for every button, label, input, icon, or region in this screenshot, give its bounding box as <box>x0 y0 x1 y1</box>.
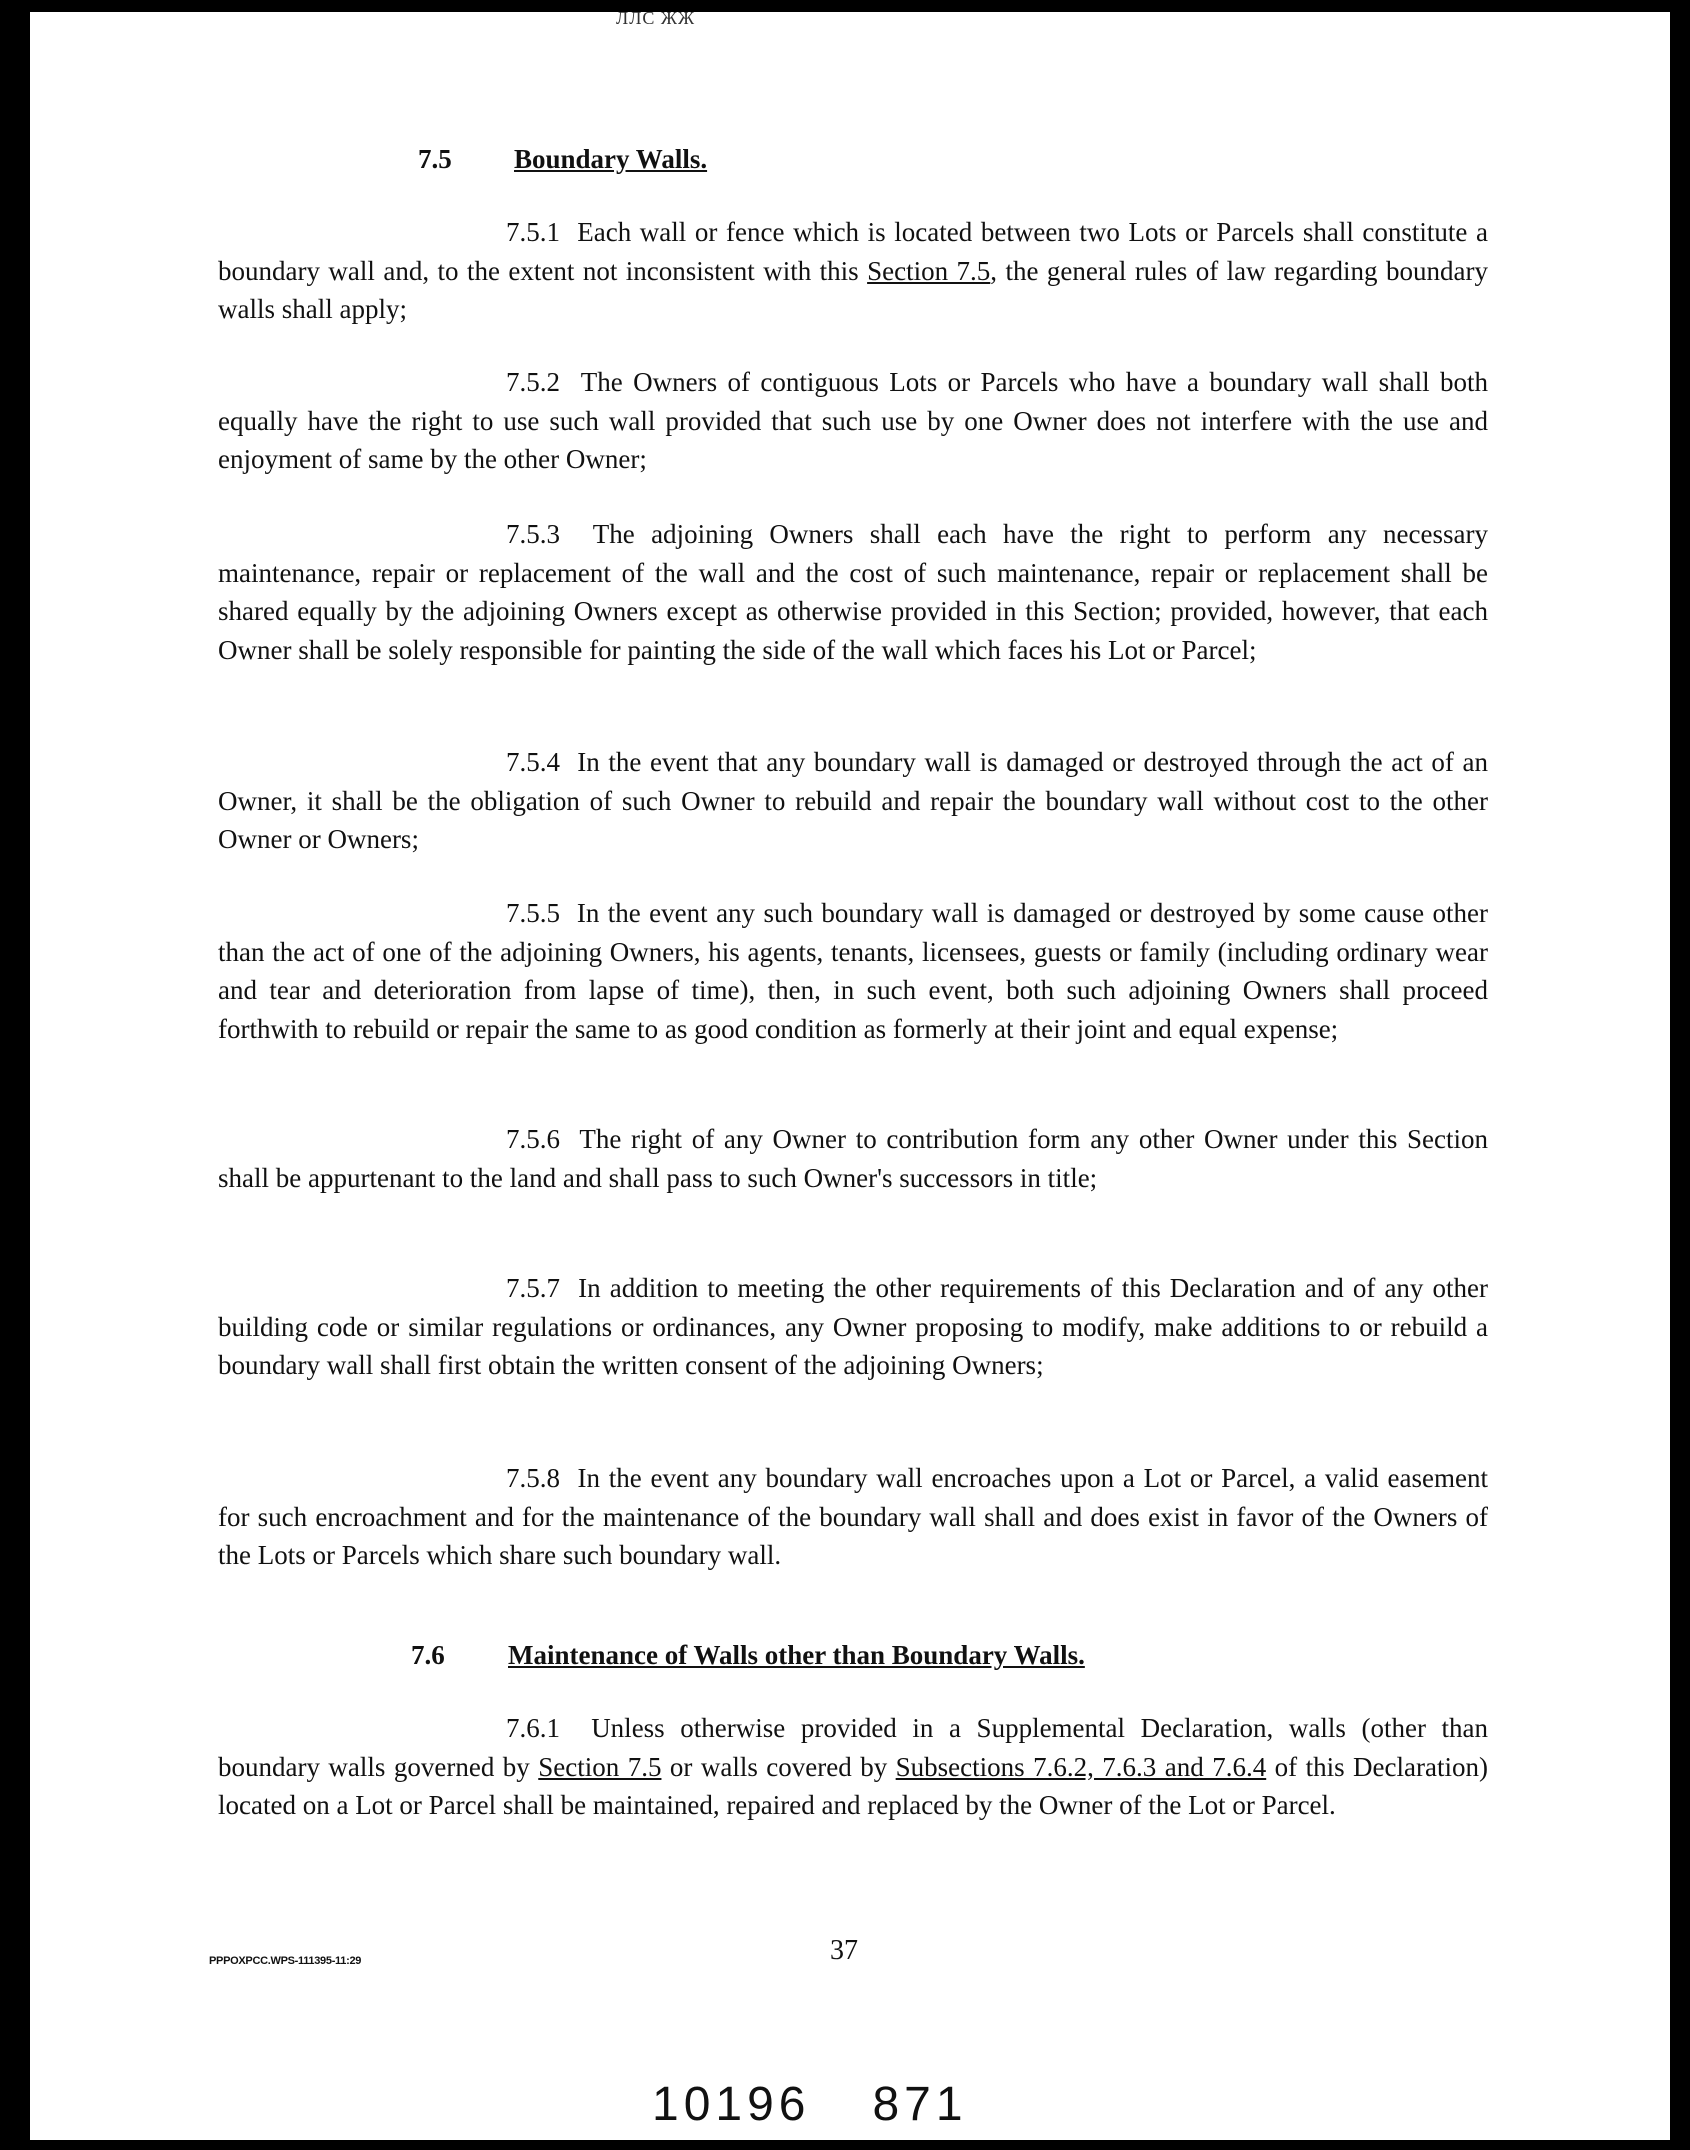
paragraph-7-5-4 <box>218 743 1488 859</box>
document-page <box>30 12 1670 2140</box>
paragraph-7-5-8 <box>218 1459 1488 1575</box>
page-number: 37 <box>830 1935 858 1966</box>
recording-stamp <box>652 2077 968 2132</box>
paragraph-number: 7.5.8 <box>506 1463 560 1493</box>
stamp-page-number: 871 <box>872 2078 968 2131</box>
paragraph-text: The adjoining Owners shall each have the right to perform any necessary maintenance, repair or replacement of the wall and the cost of such maintenance, repair or replacement shall be shared equally by the adjoining Owners except as otherwise provided in this Section; provided, however, that each Owner shall be solely responsible for painting the side of the wall which faces his Lot or Parcel; <box>218 519 1488 665</box>
paragraph-7-5-3 <box>218 515 1488 669</box>
paragraph-text: In the event that any boundary wall is damaged or destroyed through the act of an Owner, it shall be the obligation of such Owner to rebuild and repair the boundary wall without cost to the other Owner or Owners; <box>218 747 1489 854</box>
paragraph-text: Each wall or fence which is located between two Lots or Parcels shall constitute a boundary wall and, to the extent not inconsistent with this <box>218 217 1489 286</box>
paragraph-number: 7.6.1 <box>506 1713 560 1743</box>
paragraph-7-5-5 <box>218 894 1488 1048</box>
paragraph-text: In addition to meeting the other requirements of this Declaration and of any other building code or similar regulations or ordinances, any Owner proposing to modify, make additions to or rebuild a boundary wall shall first obtain the written consent of the adjoining Owners; <box>218 1273 1488 1380</box>
section-title: Maintenance of Walls other than Boundary Walls. <box>508 1640 1085 1670</box>
paragraph-number: 7.5.3 <box>506 519 560 549</box>
paragraph-7-5-6 <box>218 1120 1488 1197</box>
paragraph-text: In the event any boundary wall encroaches upon a Lot or Parcel, a valid easement for such encroachment and for the maintenance of the boundary wall shall and does exist in favor of the Owners of the Lots or Parcels which share such boundary wall. <box>218 1463 1489 1570</box>
paragraph-7-5-1 <box>218 213 1488 329</box>
paragraph-7-6-1 <box>218 1709 1488 1825</box>
paragraph-text: In the event any such boundary wall is damaged or destroyed by some cause other than the act of one of the adjoining Owners, his agents, tenants, licensees, guests or family (including ordinary wear and tear and deterioration from lapse of time), then, in such event, both such adjoining Owners shall proceed forthwith to rebuild or repair the same to as good condition as formerly at their joint and equal expense; <box>218 898 1489 1044</box>
paragraph-text: The Owners of contiguous Lots or Parcels who have a boundary wall shall both equally have the right to use such wall provided that such use by one Owner does not interfere with the use and enjoyment of same by the other Owner; <box>218 367 1489 474</box>
section-title: Boundary Walls. <box>514 144 708 174</box>
scan-top-mark: ЛЛС ЖЖ <box>616 12 696 28</box>
paragraph-7-5-2 <box>218 363 1488 479</box>
paragraph-text: or walls covered by <box>661 1751 896 1782</box>
paragraph-number: 7.5.7 <box>506 1273 560 1303</box>
paragraph-text: The right of any Owner to contribution form any other Owner under this Section shall be appurtenant to the land and shall pass to such Owner's successors in title; <box>218 1124 1489 1193</box>
paragraph-number: 7.5.1 <box>506 217 560 247</box>
footer-document-code: PPPOXPCC.WPS-111395-11:29 <box>209 1955 362 1967</box>
paragraph-number: 7.5.4 <box>506 747 560 777</box>
paragraph-number: 7.5.2 <box>506 367 560 397</box>
section-reference-link: Section 7.5 <box>538 1751 662 1782</box>
section-number: 7.5 <box>418 144 452 174</box>
subsection-reference-link: Subsections 7.6.2, 7.6.3 and 7.6.4 <box>895 1751 1267 1782</box>
paragraph-number: 7.5.6 <box>506 1124 560 1154</box>
paragraph-text: Unless otherwise provided in a Supplemental Declaration, walls (other than boundary walls governed by <box>218 1713 1489 1782</box>
paragraph-text: , the general rules of law regarding boundary walls shall apply; <box>218 255 1488 324</box>
paragraph-text: of this Declaration) located on a Lot or Parcel shall be maintained, repaired and replaced by the Owner of the Lot or Parcel. <box>218 1751 1488 1820</box>
section-number: 7.6 <box>411 1640 445 1670</box>
paragraph-7-5-7 <box>218 1269 1488 1385</box>
stamp-book-number: 10196 <box>652 2078 811 2131</box>
paragraph-number: 7.5.5 <box>506 898 560 928</box>
section-reference-link: Section 7.5 <box>867 255 991 286</box>
